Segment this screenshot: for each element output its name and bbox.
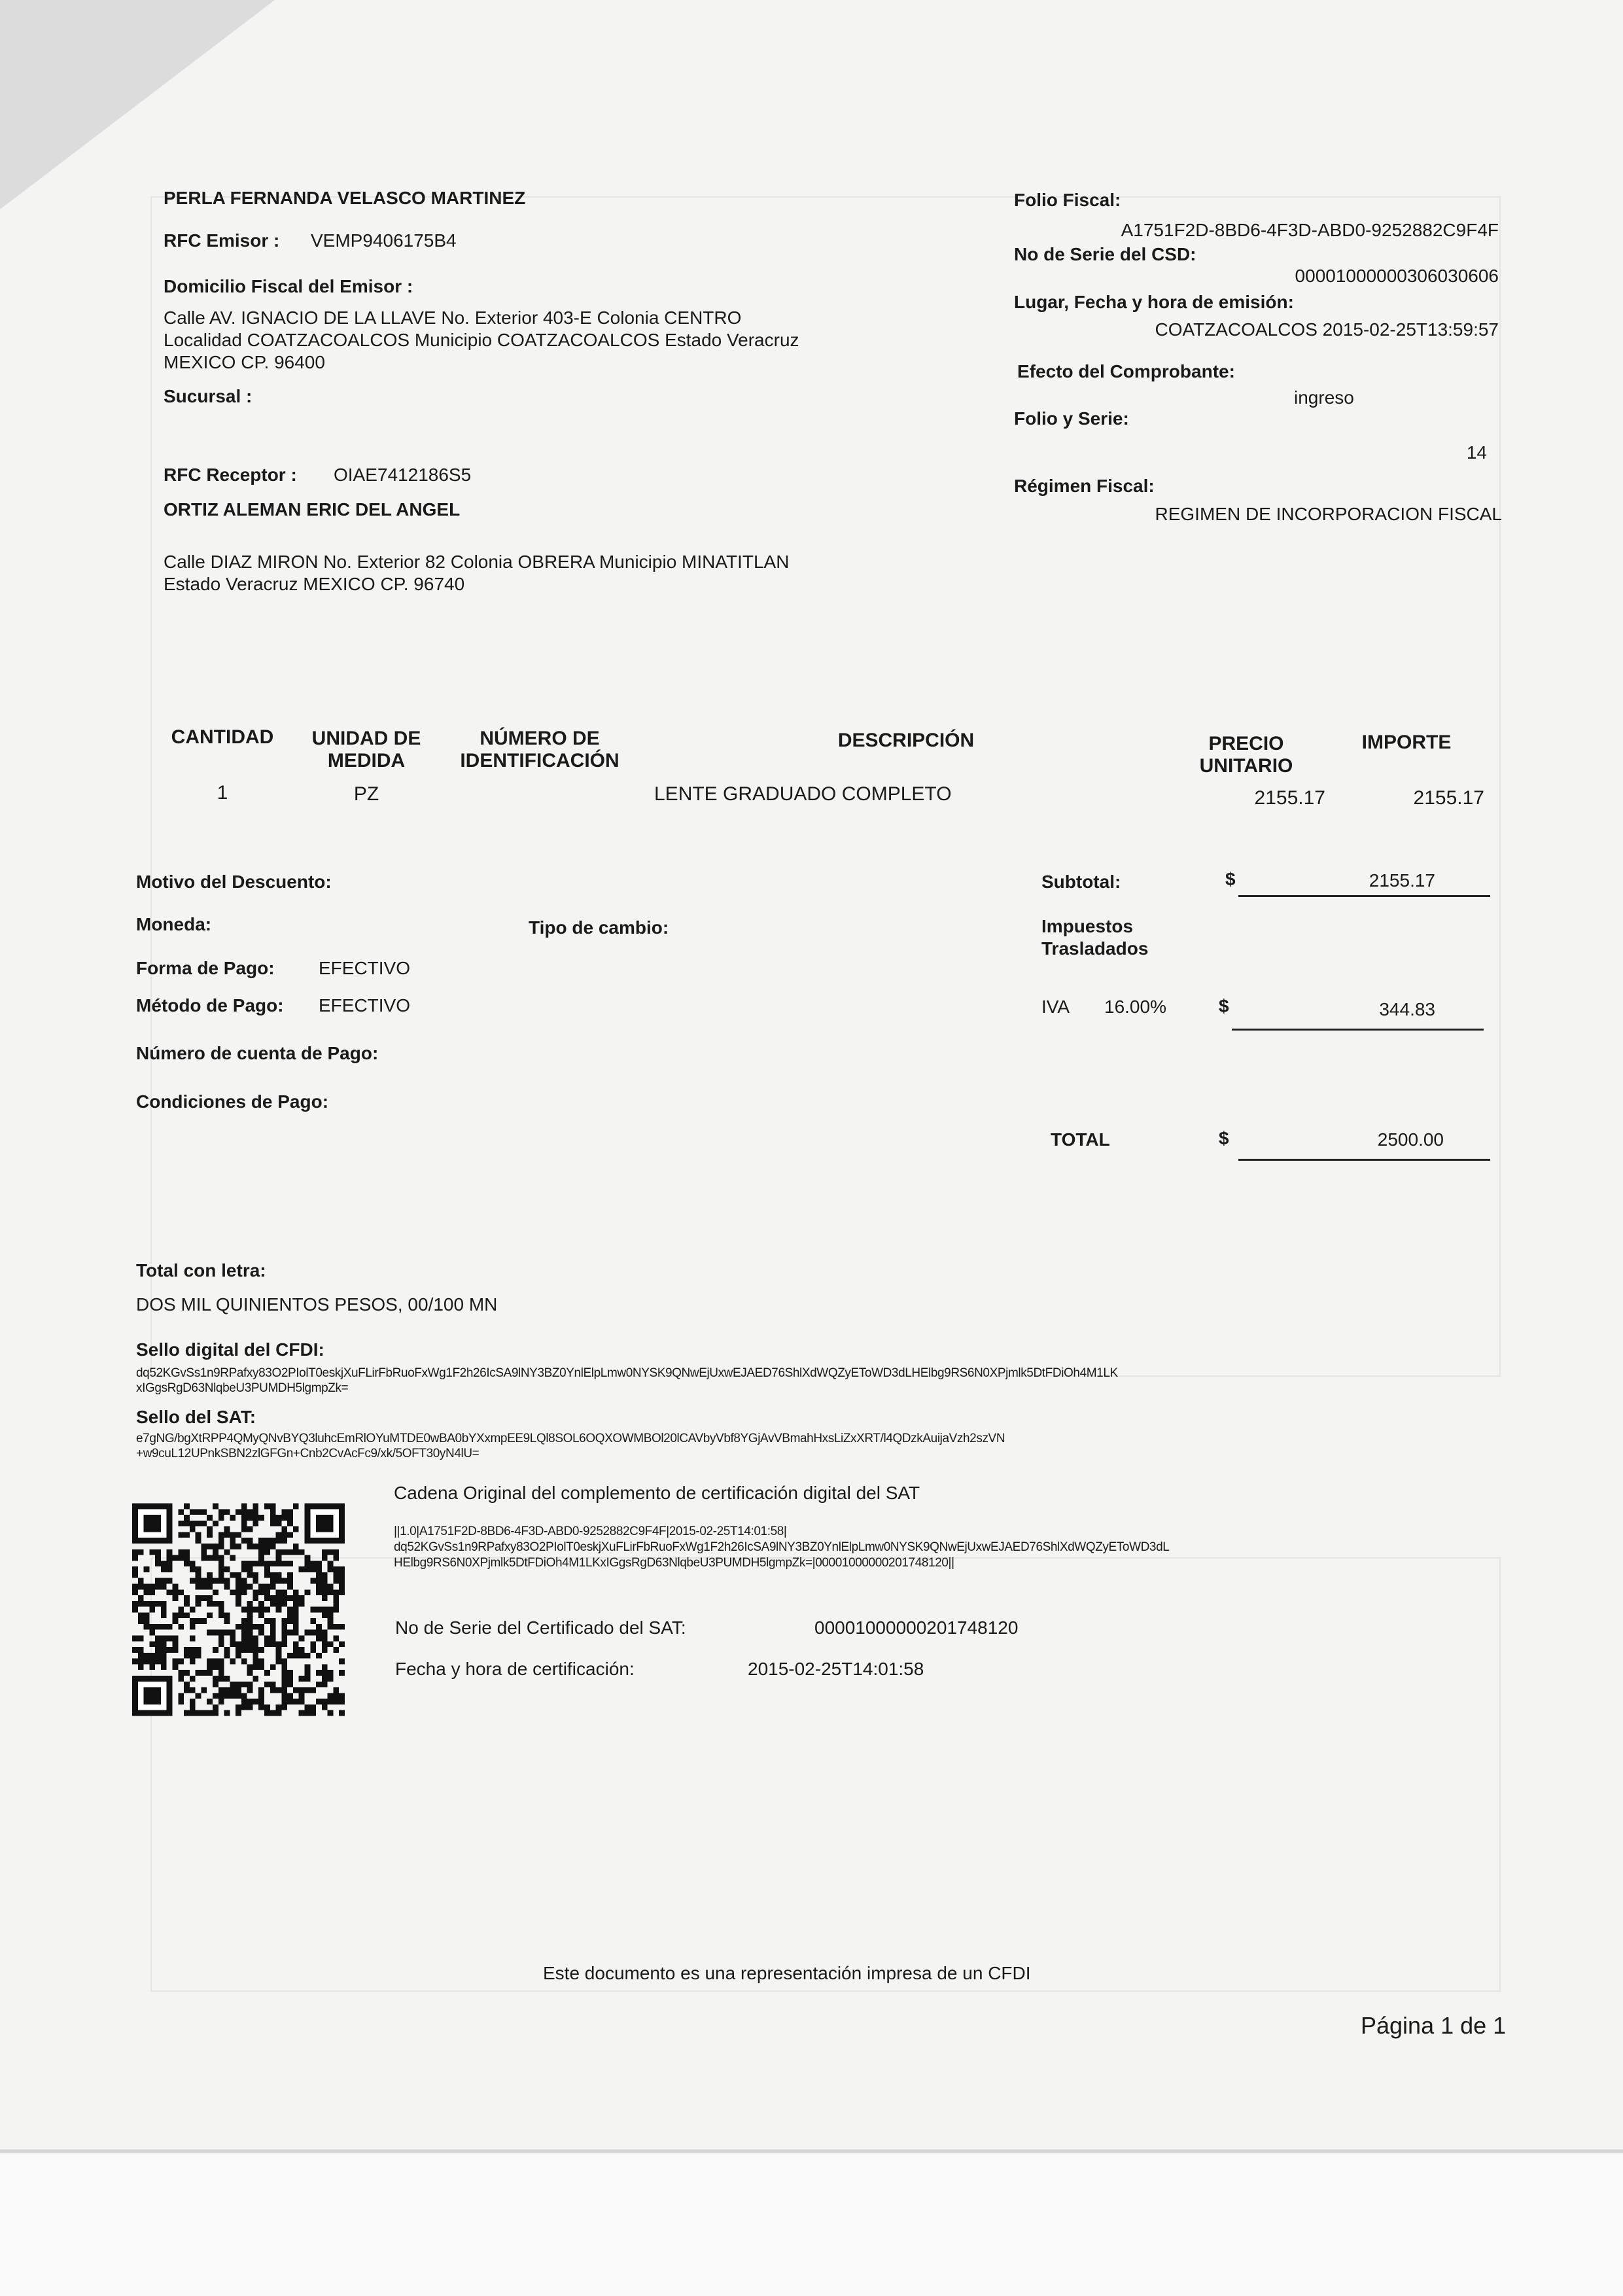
cadena-original-line3: HElbg9RS6N0XPjmlk5DtFDiOh4M1LKxIGgsRgD63NlqbeU3PUMDH5lgmpZk=|00001000000201748120|| [394, 1556, 954, 1570]
fecha-certificacion-value: 2015-02-25T14:01:58 [748, 1659, 924, 1679]
iva-rate: 16.00% [1104, 997, 1166, 1017]
moneda-label: Moneda: [136, 914, 212, 934]
row-unidad: PZ [353, 783, 379, 805]
sucursal-label: Sucursal : [164, 386, 253, 406]
domicilio-emisor-line1: Calle AV. IGNACIO DE LA LLAVE No. Exterior 403-E Colonia CENTRO [164, 308, 742, 328]
folio-serie-label: Folio y Serie: [1014, 408, 1129, 429]
scan-folded-corner [0, 0, 275, 209]
page-number: Página 1 de 1 [1361, 2012, 1507, 2039]
cuenta-pago-label: Número de cuenta de Pago: [136, 1043, 379, 1063]
row-cantidad: 1 [217, 782, 228, 804]
lugar-fecha-value: COATZACOALCOS 2015-02-25T13:59:57 [1155, 319, 1499, 340]
col-importe-header: IMPORTE [1361, 732, 1452, 753]
forma-pago-label: Forma de Pago: [136, 958, 275, 978]
col-unidad-header [298, 728, 435, 772]
subtotal-label: Subtotal: [1041, 872, 1121, 892]
metodo-pago-label: Método de Pago: [136, 995, 284, 1016]
regimen-value: REGIMEN DE INCORPORACION FISCAL [1155, 504, 1502, 524]
iva-label: IVA [1041, 997, 1070, 1017]
cadena-original-line2: dq52KGvSs1n9RPafxy83O2PIolT0eskjXuFLirFbRuoFxWg1F2h26IcSA9lNY3BZ0YnlElpLmw0NYSK9QNwEjUxwEJAED76ShlXdWQZyEToWD3dL [394, 1540, 1170, 1554]
scan-bottom-margin [0, 2153, 1623, 2296]
sello-sat-label: Sello del SAT: [136, 1407, 256, 1427]
row-precio: 2155.17 [1254, 787, 1325, 809]
cadena-original-line1: ||1.0|A1751F2D-8BD6-4F3D-ABD0-9252882C9F4F|2015-02-25T14:01:58| [394, 1525, 787, 1538]
qr-code [132, 1502, 345, 1718]
forma-pago-value: EFECTIVO [319, 958, 411, 978]
representacion-impresa-note: Este documento es una representación impresa de un CFDI [543, 1963, 1031, 1983]
total-currency: $ [1219, 1128, 1229, 1148]
subtotal-currency: $ [1225, 869, 1236, 889]
iva-currency: $ [1219, 996, 1229, 1016]
col-precio-header-line2: UNITARIO [1199, 755, 1293, 777]
row-descripcion: LENTE GRADUADO COMPLETO [654, 783, 952, 805]
serie-csd-value: 00001000000306030606 [1295, 266, 1499, 286]
total-rule [1238, 1159, 1490, 1161]
iva-value: 344.83 [1379, 999, 1435, 1019]
folio-fiscal-label: Folio Fiscal: [1014, 190, 1121, 210]
efecto-value: ingreso [1294, 387, 1354, 408]
domicilio-receptor-line2: Estado Veracruz MEXICO CP. 96740 [164, 574, 465, 594]
total-letra-label: Total con letra: [136, 1260, 266, 1280]
sello-sat-line2: +w9cuL12UPnkSBN2zlGFGn+Cnb2CvAcFc9/xk/5OFT30yN4lU= [136, 1447, 480, 1460]
domicilio-emisor-label: Domicilio Fiscal del Emisor : [164, 276, 413, 296]
subtotal-rule [1238, 895, 1490, 897]
serie-certificado-label: No de Serie del Certificado del SAT: [395, 1617, 686, 1638]
iva-rule [1232, 1029, 1484, 1031]
sello-cfdi-label: Sello digital del CFDI: [136, 1339, 324, 1360]
receptor-nombre: ORTIZ ALEMAN ERIC DEL ANGEL [164, 499, 461, 520]
domicilio-receptor-line1: Calle DIAZ MIRON No. Exterior 82 Colonia OBRERA Municipio MINATITLAN [164, 552, 790, 572]
sello-sat-line1: e7gNG/bgXtRPP4QMyQNvBYQ3luhcEmRlOYuMTDE0wBA0bYXxmpEE9LQl8SOL6OQXOWMBOl20lCAVbyVbf8YGjAvVBmahHxsLiZxXRT/l4QDzkAuijaVzh2szVN [136, 1432, 1005, 1445]
regimen-label: Régimen Fiscal: [1014, 476, 1155, 496]
motivo-descuento-label: Motivo del Descuento: [136, 872, 332, 892]
domicilio-emisor-line2: Localidad COATZACOALCOS Municipio COATZACOALCOS Estado Veracruz [164, 330, 799, 350]
metodo-pago-value: EFECTIVO [319, 995, 411, 1016]
tipo-cambio-label: Tipo de cambio: [529, 917, 669, 938]
total-letra-value: DOS MIL QUINIENTOS PESOS, 00/100 MN [136, 1294, 498, 1315]
rfc-emisor-value: VEMP9406175B4 [311, 230, 457, 251]
cadena-original-title: Cadena Original del complemento de certificación digital del SAT [394, 1483, 920, 1503]
fecha-certificacion-label: Fecha y hora de certificación: [395, 1659, 635, 1679]
col-unidad-header-line2: MEDIDA [327, 750, 406, 771]
folio-serie-value: 14 [1466, 442, 1487, 463]
serie-csd-label: No de Serie del CSD: [1014, 244, 1196, 264]
total-value: 2500.00 [1377, 1129, 1444, 1150]
domicilio-emisor-line3: MEXICO CP. 96400 [164, 352, 325, 372]
impuestos-label-line2: Trasladados [1041, 938, 1149, 959]
impuestos-label-line1: Impuestos [1041, 916, 1134, 936]
lugar-fecha-label: Lugar, Fecha y hora de emisión: [1014, 292, 1294, 312]
col-unidad-header-line1: UNIDAD DE [311, 728, 421, 749]
folio-fiscal-value: A1751F2D-8BD6-4F3D-ABD0-9252882C9F4F [1121, 220, 1499, 240]
col-precio-header [1178, 733, 1315, 777]
efecto-label: Efecto del Comprobante: [1017, 361, 1235, 381]
emisor-nombre: PERLA FERNANDA VELASCO MARTINEZ [164, 188, 526, 208]
serie-certificado-value: 00001000000201748120 [814, 1617, 1019, 1638]
subtotal-value: 2155.17 [1369, 870, 1435, 891]
col-cantidad-header: CANTIDAD [171, 726, 274, 748]
rfc-receptor-label: RFC Receptor : [164, 465, 297, 485]
row-importe: 2155.17 [1413, 787, 1484, 809]
col-numero-header-line1: NÚMERO DE [480, 728, 600, 749]
total-label: TOTAL [1051, 1129, 1110, 1150]
col-numero-header-line2: IDENTIFICACIÓN [460, 750, 620, 771]
condiciones-pago-label: Condiciones de Pago: [136, 1091, 329, 1112]
col-descripcion-header: DESCRIPCIÓN [837, 730, 975, 751]
col-precio-header-line1: PRECIO [1208, 733, 1284, 754]
sello-cfdi-line2: xIGgsRgD63NlqbeU3PUMDH5lgmpZk= [136, 1381, 349, 1395]
col-numero-header [451, 728, 628, 772]
rfc-receptor-value: OIAE7412186S5 [334, 465, 472, 485]
rfc-emisor-label: RFC Emisor : [164, 230, 280, 251]
sello-cfdi-line1: dq52KGvSs1n9RPafxy83O2PIolT0eskjXuFLirFbRuoFxWg1F2h26IcSA9lNY3BZ0YnlElpLmw0NYSK9QNwEjUxwEJAED76ShlXdWQZyEToWD3dLHElbg9RS6N0XPjmlk5DtFDiOh4M1LK [136, 1366, 1118, 1380]
